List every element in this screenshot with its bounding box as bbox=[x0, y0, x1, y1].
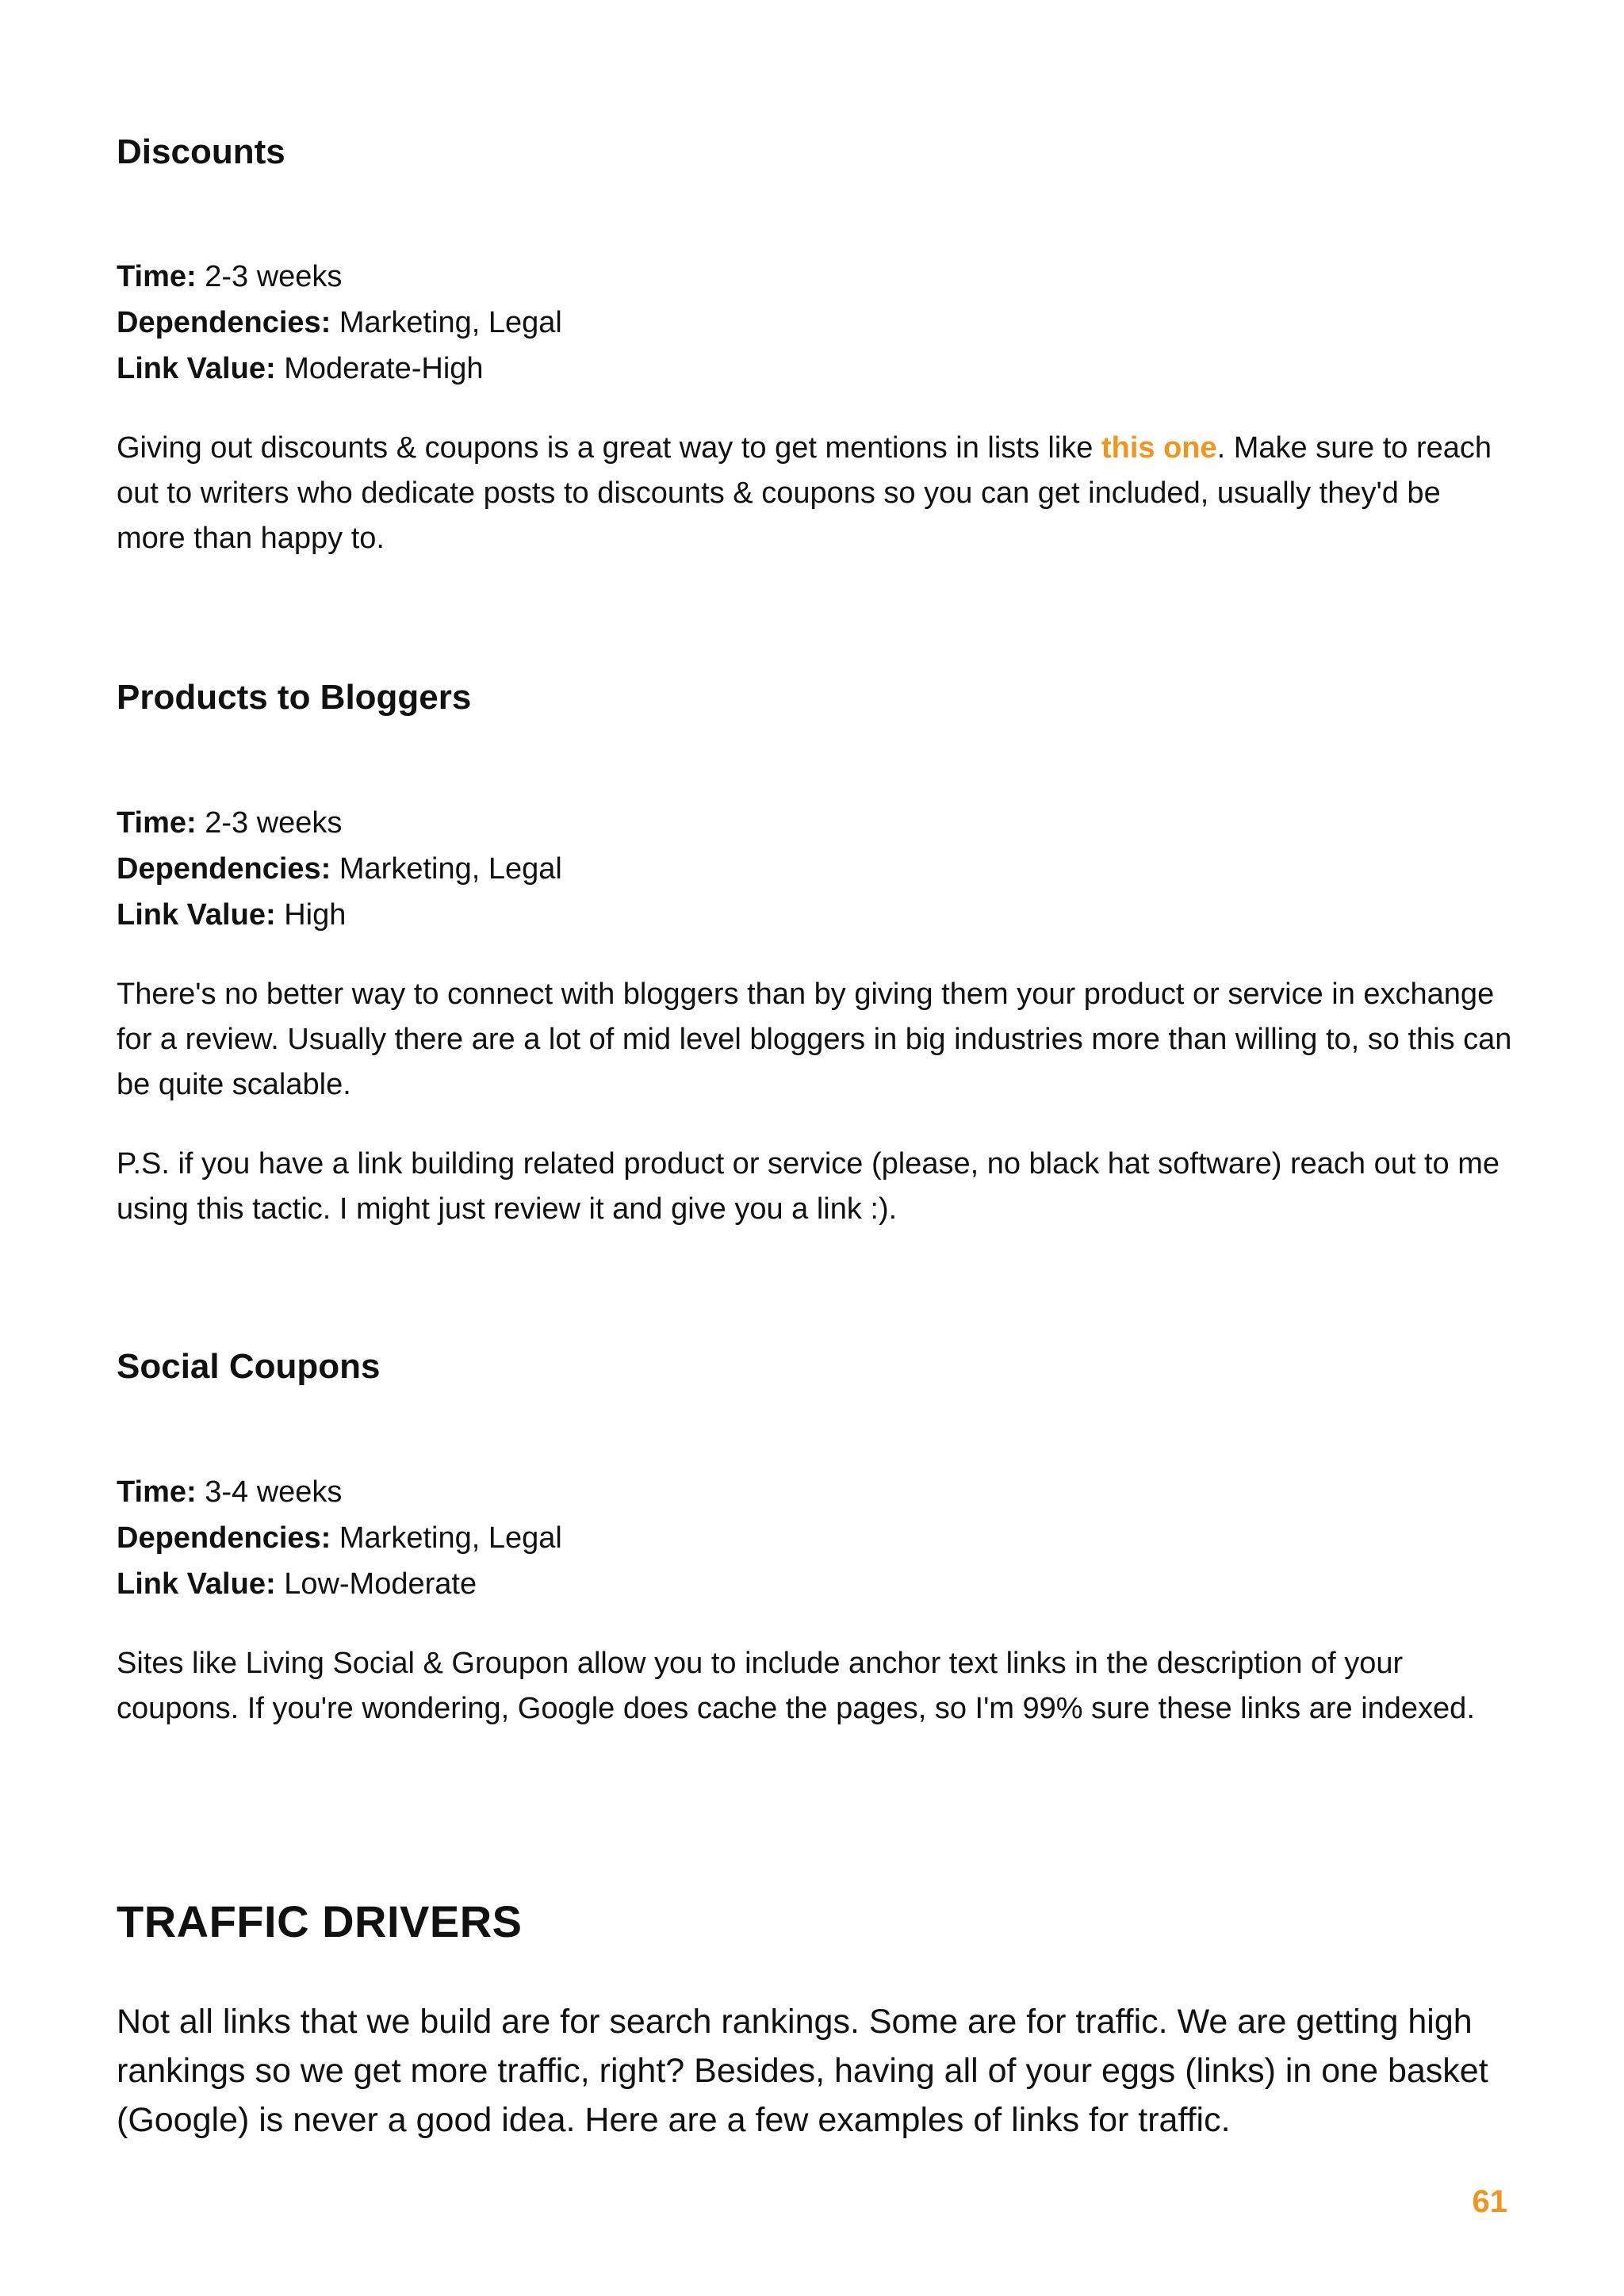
meta-link-value-value: Moderate-High bbox=[284, 352, 484, 385]
meta-time bbox=[117, 1469, 562, 1515]
meta-time-value: 3-4 weeks bbox=[205, 1475, 343, 1509]
meta-time-value: 2-3 weeks bbox=[205, 806, 343, 840]
meta-dependencies-label: Dependencies: bbox=[117, 306, 331, 339]
paragraph-products-to-bloggers-2: P.S. if you have a link building related product or service (please, no black hat software) reach out to me using this tactic. I might just review it and give you a link :). bbox=[117, 1147, 1500, 1226]
meta-link-value-value: High bbox=[284, 898, 347, 932]
traffic-drivers-heading: TRAFFIC DRIVERS bbox=[117, 1896, 523, 1946]
meta-link-value-label: Link Value: bbox=[117, 1567, 276, 1601]
paragraph-text: Giving out discounts & coupons is a great way to get mentions in lists like bbox=[117, 431, 1101, 465]
meta-dependencies bbox=[117, 846, 562, 892]
meta-dependencies-value: Marketing, Legal bbox=[339, 1521, 562, 1555]
meta-dependencies-label: Dependencies: bbox=[117, 852, 331, 886]
paragraph-text: . Make sure to reach out to writers who dedicate posts to discounts & coupons so you can get included, usually they'd be more than happy to. bbox=[117, 431, 1492, 555]
meta-dependencies bbox=[117, 300, 562, 346]
meta-link-value bbox=[117, 1561, 562, 1607]
page-number: 61 bbox=[1472, 2184, 1507, 2219]
meta-time-label: Time: bbox=[117, 806, 197, 840]
traffic-drivers-paragraph: Not all links that we build are for search rankings. Some are for traffic. We are getting high rankings so we get more traffic, right? Besides, having all of your eggs (links) in one basket (Google) is never a good idea. Here are a few examples of links for traffic. bbox=[117, 2003, 1488, 2139]
paragraph-social-coupons: Sites like Living Social & Groupon allow you to include anchor text links in the description of your coupons. If you're wondering, Google does cache the pages, so I'm 99% sure these links are indexed. bbox=[117, 1647, 1475, 1725]
meta-link-value-value: Low-Moderate bbox=[284, 1567, 477, 1601]
meta-social-coupons bbox=[117, 1469, 562, 1607]
meta-dependencies bbox=[117, 1515, 562, 1561]
meta-time bbox=[117, 800, 562, 846]
section-title-products-to-bloggers: Products to Bloggers bbox=[117, 678, 472, 717]
meta-discounts bbox=[117, 254, 562, 392]
meta-time-label: Time: bbox=[117, 260, 197, 293]
meta-link-value-label: Link Value: bbox=[117, 352, 276, 385]
meta-link-value bbox=[117, 346, 562, 392]
section-title-social-coupons: Social Coupons bbox=[117, 1347, 381, 1386]
meta-dependencies-value: Marketing, Legal bbox=[339, 306, 562, 339]
meta-link-value-label: Link Value: bbox=[117, 898, 276, 932]
meta-time-label: Time: bbox=[117, 1475, 197, 1509]
meta-time-value: 2-3 weeks bbox=[205, 260, 343, 293]
paragraph-discounts bbox=[117, 426, 1512, 561]
section-title-discounts: Discounts bbox=[117, 132, 285, 171]
meta-link-value bbox=[117, 892, 562, 938]
paragraph-products-to-bloggers-1: There's no better way to connect with bloggers than by giving them your product or service in exchange for a review. Usually there are a lot of mid level bloggers in big industries more than willing to, so this can be quite scalable. bbox=[117, 978, 1512, 1101]
meta-dependencies-label: Dependencies: bbox=[117, 1521, 331, 1555]
meta-dependencies-value: Marketing, Legal bbox=[339, 852, 562, 886]
meta-time bbox=[117, 254, 562, 300]
this-one-link[interactable]: this one bbox=[1101, 431, 1217, 465]
meta-products-to-bloggers bbox=[117, 800, 562, 938]
